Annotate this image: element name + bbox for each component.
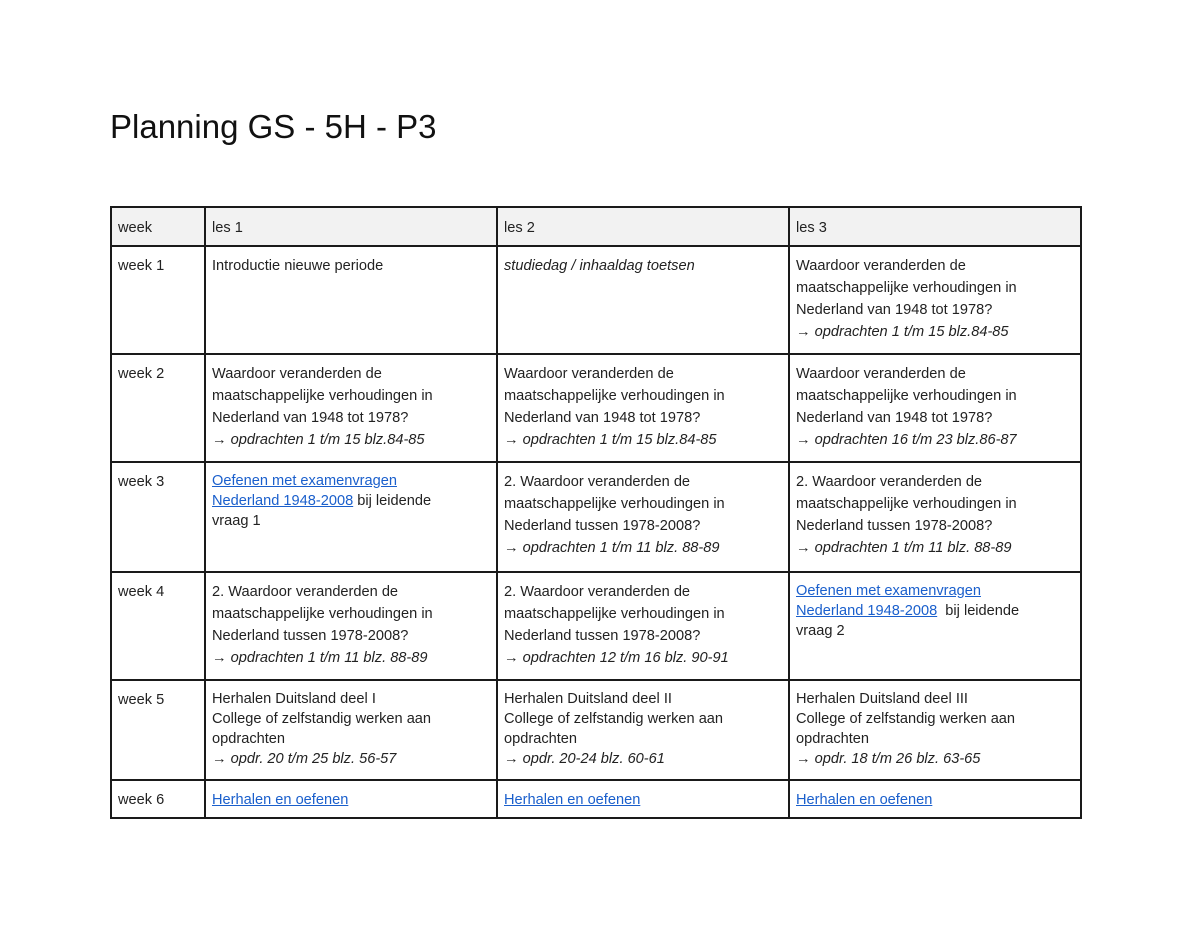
lesson-cell: [497, 680, 789, 780]
lesson-cell: [497, 572, 789, 680]
table-row: [111, 246, 1081, 354]
lesson-cell: [205, 462, 497, 572]
lesson-text: opdrachten: [212, 731, 286, 747]
lesson-text: Nederland van 1948 tot 1978?: [796, 410, 993, 426]
lesson-text: 2. Waardoor veranderden de: [504, 584, 691, 600]
lesson-text: bij leidende: [937, 603, 1020, 619]
lesson-text: 2. Waardoor veranderden de: [504, 474, 691, 490]
lesson-text: maatschappelijke verhoudingen in: [504, 388, 725, 404]
lesson-cell: [205, 354, 497, 462]
lesson-text: bij leidende: [353, 493, 432, 509]
lesson-task: → opdr. 20 t/m 25 blz. 56-57: [212, 751, 397, 767]
lesson-task: → opdrachten 1 t/m 11 blz. 88-89: [504, 540, 720, 556]
page-title: Planning GS - 5H - P3: [110, 108, 437, 145]
lesson-cell: [789, 780, 1081, 818]
link-text: Nederland 1948-2008: [212, 493, 354, 509]
lesson-text: Waardoor veranderden de: [504, 366, 674, 382]
lesson-text: Waardoor veranderden de: [212, 366, 382, 382]
header-les-2: les 2: [497, 207, 789, 246]
link-text: Oefenen met examenvragen: [796, 583, 981, 599]
lesson-task: → opdrachten 16 t/m 23 blz.86-87: [796, 432, 1017, 448]
lesson-text: Waardoor veranderden de: [796, 258, 966, 274]
lesson-text: Herhalen Duitsland deel II: [504, 691, 672, 707]
lesson-cell: [497, 462, 789, 572]
lesson-note: studiedag / inhaaldag toetsen: [504, 258, 695, 274]
table-row: [111, 780, 1081, 818]
table-row: [111, 572, 1081, 680]
week-cell: week 2: [111, 354, 205, 462]
lesson-text: Nederland van 1948 tot 1978?: [796, 302, 993, 318]
lesson-text: maatschappelijke verhoudingen in: [796, 496, 1017, 512]
review-practice-link[interactable]: Herhalen en oefenen: [212, 792, 349, 808]
table-row: [111, 680, 1081, 780]
lesson-task: → opdrachten 1 t/m 15 blz.84-85: [796, 324, 1009, 340]
lesson-task: → opdr. 20-24 blz. 60-61: [504, 751, 665, 767]
week-cell: week 3: [111, 462, 205, 572]
lesson-text: Nederland van 1948 tot 1978?: [504, 410, 701, 426]
lesson-text: vraag 1: [212, 513, 261, 529]
lesson-text: College of zelfstandig werken aan: [212, 711, 432, 727]
lesson-text: vraag 2: [796, 623, 845, 639]
week-cell: week 6: [111, 780, 205, 818]
lesson-task: → opdrachten 1 t/m 11 blz. 88-89: [796, 540, 1012, 556]
lesson-text: opdrachten: [504, 731, 578, 747]
review-practice-link[interactable]: Herhalen en oefenen: [504, 792, 641, 808]
lesson-cell: [205, 680, 497, 780]
week-cell: week 5: [111, 680, 205, 780]
header-les-3: les 3: [789, 207, 1081, 246]
lesson-text: Nederland van 1948 tot 1978?: [212, 410, 409, 426]
lesson-text: maatschappelijke verhoudingen in: [212, 606, 433, 622]
lesson-text: College of zelfstandig werken aan: [796, 711, 1016, 727]
lesson-text: Herhalen Duitsland deel I: [212, 691, 376, 707]
lesson-cell: [497, 780, 789, 818]
lesson-text: maatschappelijke verhoudingen in: [504, 496, 725, 512]
lesson-cell: [205, 246, 497, 354]
lesson-text: maatschappelijke verhoudingen in: [796, 388, 1017, 404]
lesson-text: College of zelfstandig werken aan: [504, 711, 724, 727]
lesson-task: → opdrachten 1 t/m 15 blz.84-85: [504, 432, 717, 448]
lesson-cell: [789, 246, 1081, 354]
lesson-task: → opdrachten 1 t/m 11 blz. 88-89: [212, 650, 428, 666]
table-row: [111, 462, 1081, 572]
review-practice-link[interactable]: Herhalen en oefenen: [796, 792, 933, 808]
header-les-1: les 1: [205, 207, 497, 246]
link-text: Oefenen met examenvragen: [212, 473, 397, 489]
lesson-task: → opdrachten 12 t/m 16 blz. 90-91: [504, 650, 729, 666]
lesson-text: Herhalen Duitsland deel III: [796, 691, 968, 707]
lesson-cell: [789, 680, 1081, 780]
lesson-text: maatschappelijke verhoudingen in: [796, 280, 1017, 296]
lesson-task: → opdrachten 1 t/m 15 blz.84-85: [212, 432, 425, 448]
table-header-row: [111, 207, 1081, 246]
lesson-text: Introductie nieuwe periode: [212, 258, 384, 274]
lesson-cell: [205, 572, 497, 680]
planning-table: [110, 206, 1082, 819]
header-week: week: [111, 207, 205, 246]
lesson-text: Nederland tussen 1978-2008?: [212, 628, 409, 644]
lesson-text: Nederland tussen 1978-2008?: [504, 518, 701, 534]
lesson-text: Nederland tussen 1978-2008?: [796, 518, 993, 534]
link-text: Nederland 1948-2008: [796, 603, 938, 619]
lesson-cell: [789, 354, 1081, 462]
lesson-text: 2. Waardoor veranderden de: [796, 474, 983, 490]
lesson-text: Waardoor veranderden de: [796, 366, 966, 382]
lesson-cell: [497, 354, 789, 462]
lesson-text: maatschappelijke verhoudingen in: [212, 388, 433, 404]
lesson-text: maatschappelijke verhoudingen in: [504, 606, 725, 622]
lesson-text: 2. Waardoor veranderden de: [212, 584, 399, 600]
lesson-cell: [205, 780, 497, 818]
week-cell: week 4: [111, 572, 205, 680]
lesson-text: Nederland tussen 1978-2008?: [504, 628, 701, 644]
lesson-task: → opdr. 18 t/m 26 blz. 63-65: [796, 751, 981, 767]
lesson-cell: [497, 246, 789, 354]
week-cell: week 1: [111, 246, 205, 354]
lesson-text: opdrachten: [796, 731, 870, 747]
lesson-cell: [789, 572, 1081, 680]
table-row: [111, 354, 1081, 462]
lesson-cell: [789, 462, 1081, 572]
